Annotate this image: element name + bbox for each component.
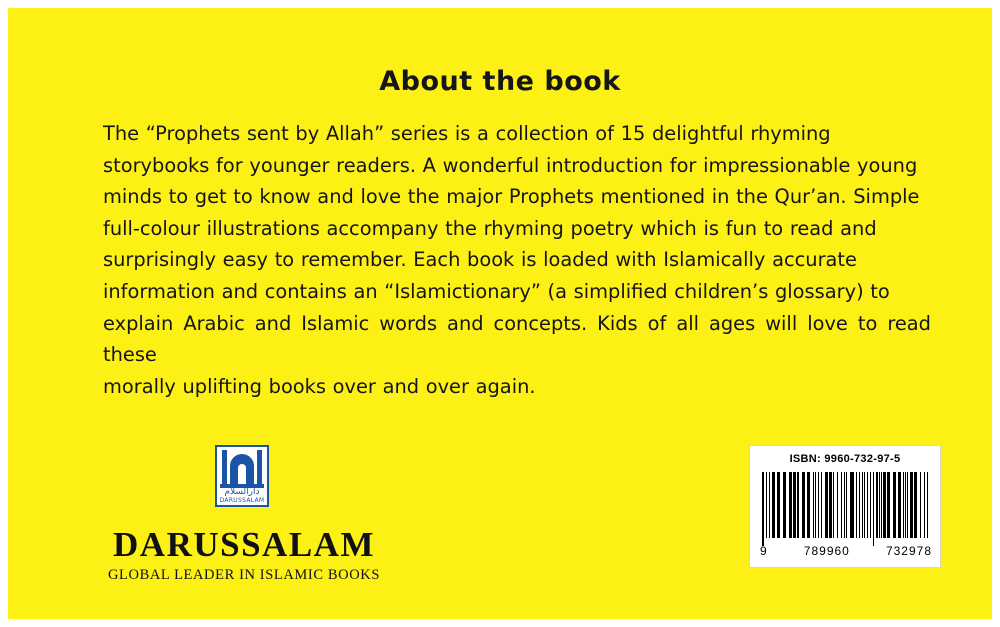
barcode-bar — [789, 472, 792, 538]
blurb-line: explain Arabic and Islamic words and concepts. Kids of all ages will love to read these — [103, 311, 931, 367]
barcode-bar — [910, 472, 913, 538]
logo-minaret-left — [222, 450, 227, 484]
barcode-bar — [870, 472, 871, 538]
barcode-bar — [924, 472, 925, 538]
barcode-bar — [807, 472, 810, 538]
barcode-bar — [859, 472, 860, 538]
barcode-bar — [837, 472, 838, 538]
barcode-bar — [867, 472, 868, 538]
barcode-bar — [813, 472, 814, 538]
isbn-barcode-block — [749, 445, 941, 568]
barcode-bar — [818, 472, 819, 538]
barcode-digits-group2: 732978 — [885, 544, 932, 558]
barcode-bar — [905, 472, 906, 538]
barcode-bar — [883, 472, 886, 538]
about-the-book-text — [103, 118, 931, 402]
blurb-line: information and contains an “Islamictionary” (a simplified children’s glossary) to — [103, 279, 890, 303]
barcode-bar — [844, 472, 845, 538]
barcode-bar — [829, 472, 832, 538]
barcode-bar — [762, 472, 764, 546]
barcode-bar — [864, 472, 865, 538]
barcode-bar — [802, 472, 805, 538]
barcode-bar — [793, 472, 796, 538]
blurb-line: morally uplifting books over and over again. — [103, 374, 536, 398]
barcode-bar — [907, 472, 908, 538]
barcode-bar — [825, 472, 828, 538]
publisher-tagline: GLOBAL LEADER IN ISLAMIC BOOKS — [107, 567, 380, 583]
barcode-bar — [887, 472, 890, 538]
barcode-bar — [856, 472, 857, 538]
page-title: About the book — [379, 66, 621, 97]
barcode-digits — [760, 544, 932, 558]
blurb-line: storybooks for younger readers. A wonderful introduction for impressionable young — [103, 153, 918, 177]
logo-minaret-right — [257, 450, 262, 484]
logo-arabic-text: دارالسلام — [224, 487, 260, 497]
cover-panel — [8, 8, 992, 619]
publisher-name: DARUSSALAM — [113, 525, 375, 564]
barcode-bar — [833, 472, 834, 538]
barcode-bar — [881, 472, 882, 538]
blurb-line: minds to get to know and love the major Prophets mentioned in the Qur’an. Simple — [103, 185, 920, 209]
barcode-bar — [876, 472, 877, 538]
barcode-bar — [914, 472, 917, 538]
blurb-line: surprisingly easy to remember. Each book is loaded with Islamically accurate — [103, 248, 857, 272]
barcode-bar — [797, 472, 800, 538]
logo-latin-text: DARUSSALAM — [219, 497, 265, 504]
barcode-bar — [893, 472, 896, 538]
blurb-line: full-colour illustrations accompany the rhyming poetry which is fun to read and — [103, 216, 877, 240]
barcode-bar — [821, 472, 822, 538]
barcode-bar — [846, 472, 847, 538]
barcode-bar — [877, 472, 878, 538]
barcode-bar — [873, 472, 874, 546]
barcode-bar — [783, 472, 786, 538]
barcode-bar — [927, 472, 928, 538]
barcode-bar — [769, 472, 770, 538]
barcode-bar — [766, 472, 767, 538]
barcode-digit-left: 9 — [760, 544, 768, 558]
barcode-bar — [777, 472, 780, 538]
barcode-bar — [815, 472, 816, 538]
barcode-bar — [772, 472, 775, 538]
barcode-bar — [898, 472, 901, 538]
barcode-bar — [850, 472, 854, 538]
barcode-bar — [920, 472, 921, 538]
barcode-digits-group1: 789960 — [803, 544, 850, 558]
darussalam-mosque-logo-icon — [215, 445, 273, 511]
barcode-bars — [762, 472, 930, 538]
publisher-block — [104, 445, 384, 584]
logo-arch — [230, 454, 254, 484]
barcode-bar — [879, 472, 880, 538]
barcode-bar — [841, 472, 842, 538]
barcode-bar — [903, 472, 904, 538]
isbn-label: ISBN: 9960-732-97-5 — [789, 453, 901, 465]
barcode-bar — [862, 472, 863, 538]
blurb-line: The “Prophets sent by Allah” series is a collection of 15 delightful rhyming — [103, 122, 831, 145]
